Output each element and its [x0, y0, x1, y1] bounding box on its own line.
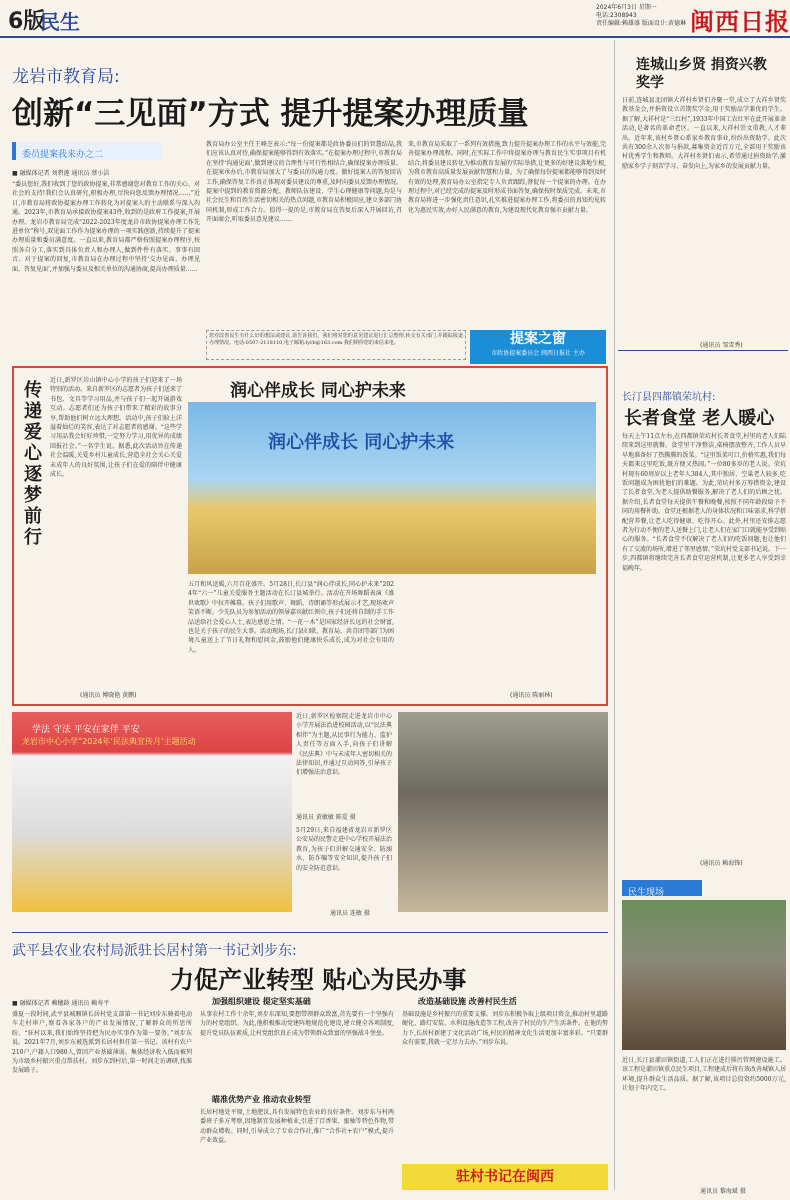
live-scene-tag-text: 民生现场	[628, 888, 665, 898]
notice-text: 您对改善民生有什么好的想法或建议,请告诉我们。我们将对您的意见建议进行汇总整理,转交有关部门,并跟踪报道办理情况。电话:0597-2118110,电子邮箱:lyrb@163.com 我们期待您的来信来电。	[209, 333, 463, 346]
story3-headline: 润心伴成长 同心护未来	[230, 381, 406, 401]
column-divider	[614, 40, 615, 1190]
right2-text: 每天上午11点左右,在四都镇荣坑村长者食堂,村里的老人们陆续来到这里就餐。食堂里干净整洁,桌椅摆放整齐,工作人员早早地准备好了热腾腾的饭菜。“这里饭菜可口,价格实惠,我们每天都来这里吃饭,既方便又热闹。”一位80多岁的老人说。荣坑村现有60周岁以上老年人384人,其中独居、空巢老人较多,吃饭问题成为困扰他们的难题。为此,荣坑村多方筹措资金,建设了长者食堂,为老人提供助餐服务,解决了老人们的后顾之忧。据介绍,长者食堂每天提供午餐和晚餐,按照不同年龄段给予不同的用餐补助。食堂还根据老人的身体状况和口味需求,科学搭配营养餐,让老人吃得健康、吃得开心。此外,村里还安排志愿者为行动不便的老人送餐上门,让老人们在家门口就能享受到贴心的服务。“长者食堂不仅解决了老人们的吃饭问题,也让他们有了交流的场所,增进了邻里感情。”荣坑村党支部书记说。下一步,四都镇将继续完善长者食堂运营机制,让更多老人享受到幸福晚年。	[622, 433, 786, 572]
story1-byline: ■ 融媒体记者 刘碧莲 通讯员 蔡小洁	[12, 170, 110, 177]
story5-byline: ■ 融媒体记者 赖穗龄 通讯员 赖寿平	[12, 1000, 110, 1007]
story2-byline: (通讯员 傅晓艳 黄鹏)	[80, 692, 137, 699]
editor-credits: 责任编辑:赖雄盛 版面设计:黄德琳	[596, 20, 686, 27]
right1-byline: (通讯员 邹雪秀)	[700, 342, 743, 349]
story1-banner	[12, 142, 162, 160]
issue-date: 2024年6月3日 星期一	[596, 4, 657, 11]
right1-headline: 连城山乡贤 捐资兴教奖学	[636, 57, 767, 91]
story1-banner-text: 委员提案我来办之二	[22, 150, 104, 160]
contact-phone: 电话:2308943	[596, 12, 637, 19]
story2-vertical-title: 传递爱心 逐梦前行	[24, 380, 42, 548]
notice-box	[206, 330, 466, 360]
newspaper-logo: 闽西日报	[690, 7, 790, 36]
proposal-window-badge	[470, 330, 606, 364]
right3-byline: 通讯员 黎海斌 摄	[700, 1188, 746, 1195]
page-header	[0, 0, 790, 38]
story3-text: 五月和风送暖,六月百花盛开。5月28日,长汀县“润心伴成长,同心护未来”2024年“六一”儿童关爱服务主题活动在长汀县城举行。活动在开场舞蹈表演《盛世欢歌》中拉开帷幕。孩子们用歌声、舞蹈、诗朗诵等形式展示才艺,现场欢声笑语不断。少先队员为参加活动的领导嘉宾献红领巾,孩子们还将自制的手工作品送给社会爱心人士,表达感恩之情。“一花一木”是国家经济长远的社会财富,也是关于孩子的民生大事。活动现场,长汀县妇联、教育局、共青团等部门为困境儿童送上了节日礼物和慰问金,鼓励他们健康快乐成长,成为对社会有用的人。	[188, 581, 394, 654]
law-education-photo	[12, 712, 292, 912]
proposal-window-title: 提案之窗	[510, 331, 566, 347]
photo-banner-text: 润心伴成长 同心护未来	[268, 432, 455, 453]
section-name: 民生	[40, 10, 80, 34]
page-number: 6版	[8, 9, 46, 34]
right3-caption: 近日,长汀县濯田镇街道,工人们正在进行排污管网建设施工。该工程是濯田镇重点民生项目,工程建成后将有效改善城镇人居环境,提升群众生活品质。据了解,该项目总投资约5000万元,计划于年内完工。	[622, 1057, 786, 1093]
right2-kicker: 长汀县四都镇荣坑村:	[622, 392, 716, 403]
village-secretary-stamp-text: 驻村书记在闽西	[456, 1169, 554, 1185]
story5-col2: 从事农村工作十余年,刘步东深知,要想带领群众致富,首先要有一个坚强有力的村党组织。为此,他积极推动党建阵地规范化建设,建立健全各项制度,提升党员队伍素质,让村党组织真正成为带领群众致富的坚强战斗堡垒。	[200, 1011, 394, 1037]
story4-byline1: 通讯员 黄敏敏 陈爱 摄	[296, 814, 356, 821]
live-scene-tag	[622, 880, 702, 896]
story5-sub3: 改造基础设施 改善村民生活	[418, 997, 517, 1006]
proposal-window-sub: 市政协提案委员会 闽西日报社 主办	[491, 350, 585, 357]
story3-byline: (通讯员 陈丽林)	[510, 692, 553, 699]
right1-text: 日前,连城县北团镇大祥村乡贤们齐聚一堂,成立了大祥乡贤奖教基金会,并捐资设立首期奖学金,用于奖励品学兼优的学生。据了解,大祥村是“三红村”,1933年中国工农红军在此开展革命活动,是著名的革命老区。一直以来,大祥村崇文重教,人才辈出。近年来,该村乡贤心系家乡教育事业,纷纷出资助学。此次共有300余人次参与捐款,募集资金近百万元,全部用于奖励该村优秀学生和教师。大祥村乡贤们表示,希望通过捐资助学,激励家乡学子刻苦学习、奋发向上,为家乡的发展贡献力量。	[622, 97, 786, 170]
story5-top-rule	[12, 932, 608, 933]
header-meta	[596, 4, 686, 28]
story4-byline2: 通讯员 连敏 摄	[330, 910, 370, 917]
story5-col4: 基础设施是乡村振兴的重要支撑。刘步东积极争取上级项目资金,推动村里道路硬化、路灯安装、水利设施改造等工程,改善了村民的生产生活条件。在他的努力下,长居村新建了文化活动广场,村民的精神文化生活更加丰富多彩。“只要群众有需要,我就一定尽力去办。”刘步东说。	[402, 1011, 608, 1047]
story1-headline: 创新“三见面”方式 提升提案办理质量	[12, 96, 529, 132]
story5-col1: 盛夏一段时间,武平县城厢镇长居村党支部第一书记刘步东骑着电动车走村串户,察看各家各户的产业发展情况,了解群众的所思所盼。“驻村以来,我们始终坚持把为民办实事作为第一要务。”刘步东说。2021年7月,刘步东被选派到长居村担任第一书记。该村有农户210户,户籍人口980人,曾因产业基础薄弱、集体经济收入低而被列为市级乡村振兴重点帮扶村。刘步东到村后,第一时间走访调研,找准发展路子。	[12, 1011, 192, 1075]
children-performance-photo	[188, 402, 596, 574]
photo-banner-line2: 龙岩市中心小学“2024年‘民法典宣传月’主题活动	[22, 737, 196, 746]
story1-kicker: 龙岩市教育局:	[12, 67, 120, 87]
story1-col1: “委员您好,我们收到了您的政协提案,非常感谢您对教育工作的关心、对社会的支持!我们会认真研究,积极办理,尽快向您反馈办理情况……”近日,市教育局将政协提案办理工作转化为对提案人的主动联系与深入沟通。2023年,市教育局承接政协提案43件,收到的是政府工作提案,开展办理。龙岩市教育局完成“2022-2023年度龙岩市政协提案办理工作先进单位”称号,双见面工作作为提案办理的一项实践创新,持续提升了提案办理质量和委员满意度。一直以来,教育局都严格按照提案办理程序,按照各自分工,落实到具体负责人和办理人,做到件件有落实、事事有回音。对于提案的回复,市教育局在办理过程中坚持‘交办见面、办理见面、答复见面’,并加强与委员及相关单位的沟通协商,提高办理质量……	[12, 181, 200, 273]
photo-banner-line1: 学法 守法 平安在家伴 平安	[32, 725, 140, 735]
story1-col2: 教育局办公室主任王峰芝表示:“每一份提案都是政协委员们的智慧结晶,我们应该认真对待,确保提案能够得到有效落实。”在提案办理过程中,市教育局在坚持‘沟通见面’,做到建议的合理性与可行性相结合,确保提案办理质量。在提案承办后,市教育局加大了与委员的沟通力度。做好提案人的答复回访工作,确保答复工作真正体现对委员建议的尊重,及时向委员反馈办理情况。提案中提到的教育资源分配、教师队伍建设、学生心理健康等问题,均是与社会民生和百姓生活密切相关的热点问题,市教育局积极回应,建立多部门协同机制,形成工作合力。值得一提的是,市教育局在答复后深入开展回访,召开面商会,听取委员意见建议……	[206, 141, 402, 224]
right2-headline: 长者食堂 老人暖心	[624, 408, 775, 429]
story2-text: 近日,新罗区岩山镇中心小学的孩子们迎来了一场特别的活动。来自新罗区的志愿者为孩子们送来了书包、文具等学习用品,并与孩子们一起开展游戏互动。志愿者们还为孩子们带来了精彩的故事分享,帮助他们树立远大理想。活动中,孩子们脸上洋溢着灿烂的笑容,表达了对志愿者的感谢。“这些学习用品我会好好珍惜,一定努力学习,用优异的成绩回报社会。”一名学生说。据悉,此次活动旨在传递社会温暖,关爱乡村儿童成长,营造全社会关心关爱未成年人的良好氛围,让孩子们在爱的陪伴中健康成长。	[50, 377, 182, 479]
story5-kicker: 武平县农业农村局派驻长居村第一书记刘步东:	[12, 943, 297, 959]
story5-sub1: 加强组织建设 提定坚实基础	[212, 997, 311, 1006]
right2-byline: (通讯员 赖海锋)	[700, 860, 743, 867]
story5-sub2: 瞄准优势产业 推动农业转型	[212, 1095, 311, 1104]
pipeline-construction-photo	[622, 900, 786, 1050]
story1-col3: 来,市教育局采取了一系列有效措施,致力提升提案办理工作的水平与效能,完善提案办理流程。同时,在实际工作中将提案办理与教育民生实事项目有机结合,将委员建议转化为推动教育发展的实际举措,让更多的好建议落地生根,为我市教育高质量发展贡献智慧和力量。为了确保每份提案都能够得到及时有效的处理,教育局办公室指定专人负责跟踪,督促每一个提案的办理。在办理过程中,对已经完成的提案及时形成书面答复,确保按时保质完成。未来,市教育局将进一步强化责任意识,扎实推进提案办理工作,将委员的真知灼见转化为惠民实效,办好人民满意的教育,为建设现代化教育强市贡献力量。	[408, 141, 606, 214]
village-secretary-stamp	[402, 1164, 608, 1190]
story4-text2: 5月29日,来自福建省龙岩市新罗区公安局的民警走进中心学校开展法治教育,为孩子们讲解交通安全、防溺水、防诈骗等安全知识,提升孩子们的安全防范意识。	[296, 827, 392, 872]
right-rule-1	[618, 350, 788, 351]
story5-col3: 长居村地处平原,土地肥沃,具有发展特色农业的良好条件。刘步东与村两委班子多方考察,因地制宜发展种植业,引进了百香果、蜜柚等特色作物,带动群众增收。同时,引导成立了专业合作社,推广“合作社+农户”模式,提升产业效益。	[200, 1109, 394, 1145]
story5-headline: 力促产业转型 贴心为民办事	[170, 966, 467, 994]
story4-text1: 近日,新罗区检察院走进龙岩市中心小学开展法治进校园活动,以“民法典相伴”为主题,从民事行为能力、监护人责任等方面入手,向孩子们讲解《民法典》中与未成年人密切相关的法律知识,并通过互动问答,引导孩子们增强法治意识。	[296, 713, 392, 777]
police-visit-photo	[398, 712, 608, 912]
